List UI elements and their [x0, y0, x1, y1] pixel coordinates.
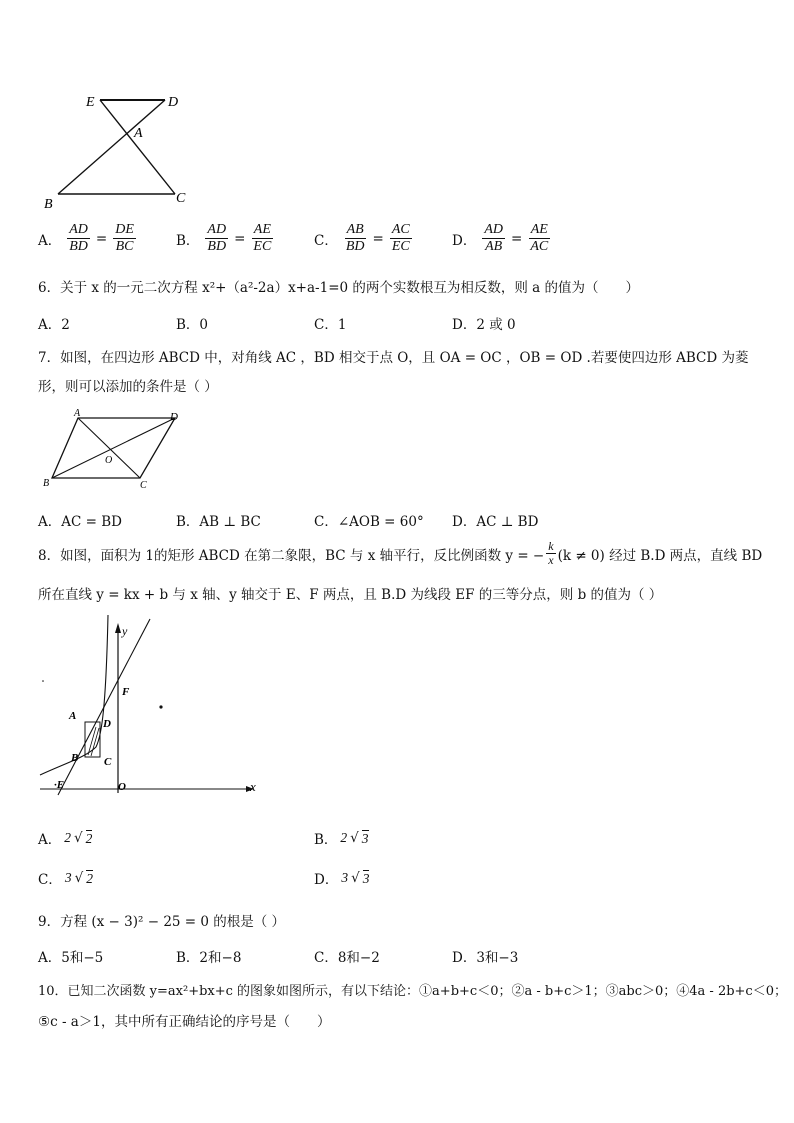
q8-option-d[interactable]: D． 3 √ 3 [314, 870, 370, 888]
sqrt-sign: √ [350, 830, 359, 846]
label-y: y [122, 624, 128, 638]
fraction-right: $\frac{DE}{BC}$ [115, 222, 134, 254]
label-F: F [122, 686, 130, 698]
q6-option-c[interactable]: C．1 [314, 317, 347, 333]
label-E: E [86, 95, 95, 110]
label-O: O [118, 781, 126, 793]
label-A: A [134, 126, 143, 141]
fraction-k-over-x: $\frac{k}{x}$ [548, 539, 554, 567]
fraction-right: $\frac{AC}{EC}$ [391, 222, 410, 254]
sqrt-sign: √ [351, 870, 360, 886]
label-A: A [74, 408, 81, 419]
option-letter: D． [452, 232, 477, 249]
q6-stem: 6．关于 x 的一元二次方程 x²+（a²-2a）x+a-1=0 的两个实数根互为相反数，则 a 的值为（ ） [38, 280, 640, 296]
q5-option-b[interactable]: B． $\frac{AD}{BD}$ = $\frac{AE}{EC}$ [176, 222, 272, 254]
q9-option-a[interactable]: A．5和−5 [38, 950, 104, 966]
label-A: A [69, 710, 77, 722]
sqrt-sign: √ [74, 870, 84, 886]
q7-figure [40, 408, 190, 493]
label-C: C [176, 191, 186, 206]
label-C: C [104, 756, 112, 768]
q7-option-b[interactable]: B．AB ⊥ BC [176, 514, 261, 530]
label-D: D [168, 95, 179, 110]
q7-option-d[interactable]: D．AC ⊥ BD [452, 514, 539, 530]
fraction-left: $\frac{AD}{BD}$ [69, 222, 88, 254]
label-D: D [170, 411, 178, 423]
q8-figure [36, 615, 266, 800]
label-B: B [71, 752, 79, 764]
q6-option-b[interactable]: B．0 [176, 317, 209, 333]
q10-stem-line2: ⑤c - a＞1，其中所有正确结论的序号是（ ） [38, 1014, 331, 1030]
q5-option-c[interactable]: C． $\frac{AB}{BD}$ = $\frac{AC}{EC}$ [314, 222, 410, 254]
label-O: O [105, 455, 113, 466]
q9-option-d[interactable]: D．3和−3 [452, 950, 519, 966]
q8-stem-line2: 所在直线 y = kx + b 与 x 轴、y 轴交于 E、F 两点，且 B.D 为线段 EF 的三等分点，则 b 的值为（ ） [38, 587, 663, 603]
q8-option-a[interactable]: A． 2 √ 2 [38, 830, 93, 848]
q9-option-b[interactable]: B．2和−8 [176, 950, 242, 966]
q10-stem-line1: 10．已知二次函数 y=ax²+bx+c 的图象如图所示，有以下结论：①a+b+c＜0；②a - b+c＞1；③abc＞0；④4a - 2b+c＜0； [38, 984, 787, 999]
option-letter: B． [176, 232, 200, 249]
q6-option-d[interactable]: D．2 或 0 [452, 317, 516, 333]
q7-option-a[interactable]: A．AC = BD [38, 514, 122, 530]
option-letter: C． [314, 232, 338, 249]
q7-option-c[interactable]: C．∠AOB = 60° [314, 514, 424, 530]
fraction-right: $\frac{AE}{AC}$ [530, 222, 549, 254]
fraction-left: $\frac{AD}{AB}$ [484, 222, 503, 254]
q5-option-a[interactable]: A． $\frac{AD}{BD}$ = $\frac{DE}{BC}$ [38, 222, 134, 254]
label-x: x [250, 779, 256, 794]
option-letter: A． [38, 232, 62, 249]
q9-option-c[interactable]: C．8和−2 [314, 950, 380, 966]
q7-stem-line2: 形，则可以添加的条件是（ ） [38, 379, 218, 395]
q9-stem: 9．方程 (x − 3)² − 25 = 0 的根是（ ） [38, 914, 286, 930]
sqrt-sign: √ [74, 830, 83, 846]
label-B: B [44, 197, 53, 212]
q5-figure [40, 90, 200, 215]
fraction-right: $\frac{AE}{EC}$ [253, 222, 272, 254]
label-C: C [140, 480, 147, 491]
q8-stem-line1: 8．如图，面积为 1的矩形 ABCD 在第二象限，BC 与 x 轴平行，反比例函数 y = − $\frac{k}{x}$ (k ≠ 0) 经过 B.D 两点，直线 BD [38, 539, 763, 567]
fraction-left: $\frac{AB}{BD}$ [345, 222, 365, 254]
label-B: B [43, 478, 50, 489]
q6-option-a[interactable]: A．2 [38, 317, 70, 333]
fraction-left: $\frac{AD}{BD}$ [207, 222, 227, 254]
label-E: ·E [54, 779, 65, 791]
q8-option-c[interactable]: C． 3 √ 2 [38, 870, 93, 888]
label-D: D [103, 718, 111, 730]
q8-option-b[interactable]: B． 2 √ 3 [314, 830, 369, 848]
q7-stem-line1: 7．如图，在四边形 ABCD 中，对角线 AC ，BD 相交于点 O，且 OA = OC ，OB = OD .若要使四边形 ABCD 为菱 [38, 350, 749, 366]
q5-option-d[interactable]: D． $\frac{AD}{AB}$ = $\frac{AE}{AC}$ [452, 222, 549, 254]
